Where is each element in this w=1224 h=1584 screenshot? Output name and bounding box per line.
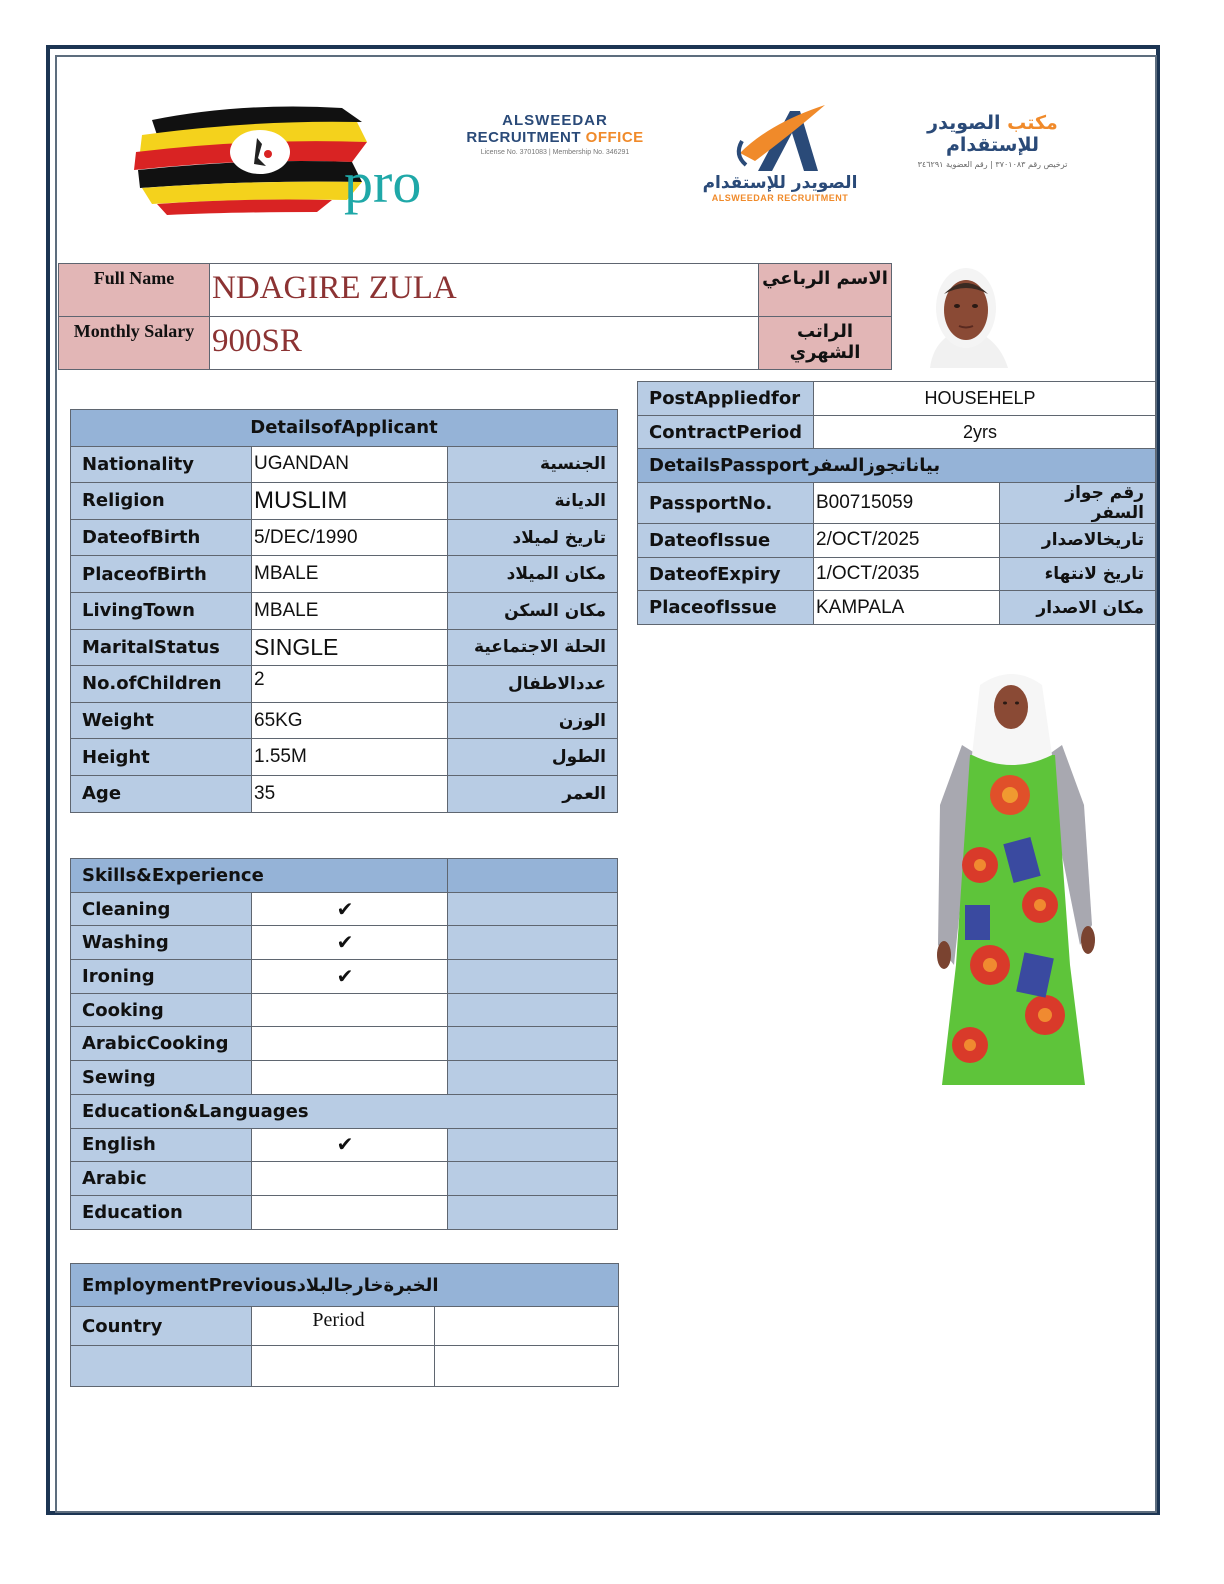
height-label: Height [71,739,252,776]
salary-value: 900SR [210,317,759,370]
employment-title: EmploymentPreviousالخبرةخارجالبلاد [71,1264,619,1307]
table-row [71,666,618,703]
a-logo-arabic: الصويدر للإستقدام [702,173,858,193]
employment-country-cell [71,1346,252,1387]
table-row [71,629,618,666]
skill-empty-cell [448,1195,618,1229]
a-logo-english: ALSWEEDAR RECRUITMENT [711,193,849,203]
table-row [71,926,618,960]
full-name-label: Full Name [59,264,210,317]
weight-label: Weight [71,702,252,739]
dob-label-ar: تاريخ لميلاد [448,519,618,556]
table-row [71,1195,618,1229]
lang-english-label: English [71,1128,252,1162]
place-of-issue-label-ar: مكان الاصدار [1000,591,1156,625]
skills-table [70,858,618,1230]
skill-empty-cell [448,1128,618,1162]
skill-empty-cell [448,926,618,960]
lang-arabic-value [252,1162,448,1196]
check-icon: ✔ [252,926,448,960]
uganda-flag-pro-logo [132,100,432,225]
passport-no-label-ar: رقم جواز السفر [1000,483,1156,524]
full-name-row [59,264,892,317]
place-of-birth-label-ar: مكان الميلاد [448,556,618,593]
office-logo-license: License No. 3701083 | Membership No. 346291 [480,149,630,156]
place-of-birth-value: MBALE [252,556,448,593]
table-row [71,892,618,926]
lang-arabic-label: Arabic [71,1162,252,1196]
living-town-label: LivingTown [71,592,252,629]
table-row [71,775,618,812]
table-row [71,739,618,776]
age-label-ar: العمر [448,775,618,812]
living-town-value: MBALE [252,592,448,629]
country-label: Country [71,1307,252,1346]
dob-label: DateofBirth [71,519,252,556]
children-label-ar: عددالاطفال [448,666,618,703]
office-logo-office: OFFICE [585,129,644,146]
arabic-logo-title-a: مكتب [1007,112,1058,134]
education-title: Education&Languages [71,1094,618,1128]
education-label: Education [71,1195,252,1229]
date-of-issue-label-ar: تاريخالاصدار [1000,524,1156,558]
passport-no-value: B00715059 [814,483,1000,524]
employment-empty-cell [435,1307,619,1346]
pro-text: pro [344,150,422,215]
religion-label-ar: الديانة [448,483,618,520]
contract-period-label: ContractPeriod [638,415,814,449]
arabic-office-logo [880,112,1105,169]
skill-cleaning-label: Cleaning [71,892,252,926]
office-logo-recruitment: RECRUITMENT [466,129,581,146]
place-of-issue-value: KAMPALA [814,591,1000,625]
table-row [71,483,618,520]
applicant-headshot-photo [912,266,1024,368]
skill-sewing-label: Sewing [71,1061,252,1095]
age-label: Age [71,775,252,812]
passport-details-title: DetailsPassportبياناتجوزالسفر [638,449,1156,483]
table-row [71,1128,618,1162]
education-value [252,1195,448,1229]
skill-washing-label: Washing [71,926,252,960]
employment-header-row [71,1264,619,1307]
employment-columns-row [71,1307,619,1346]
skill-empty-cell [448,892,618,926]
arabic-logo-title-b: الصويدر للإستقدام [927,112,1040,156]
skill-empty-cell [448,1061,618,1095]
contract-row [638,415,1156,449]
skill-empty-cell [448,960,618,994]
post-row [638,382,1156,416]
check-icon: ✔ [252,892,448,926]
weight-label-ar: الوزن [448,702,618,739]
date-of-expiry-value: 1/OCT/2035 [814,557,1000,591]
age-value: 35 [252,775,448,812]
applicant-details-title: DetailsofApplicant [71,410,618,447]
marital-status-value: SINGLE [252,629,448,666]
table-row [71,1027,618,1061]
a-letter-icon [700,103,860,175]
table-row [638,483,1156,524]
children-value: 2 [252,666,448,703]
date-of-expiry-label: DateofExpiry [638,557,814,591]
skill-empty-cell [448,993,618,1027]
table-row [638,557,1156,591]
table-row [638,524,1156,558]
nationality-label: Nationality [71,446,252,483]
office-logo-line1: ALSWEEDAR [502,112,608,129]
table-row [71,1162,618,1196]
passport-no-label: PassportNo. [638,483,814,524]
period-label: Period [252,1307,435,1346]
salary-row [59,317,892,370]
full-name-value: NDAGIRE ZULA [210,264,759,317]
dob-value: 5/DEC/1990 [252,519,448,556]
table-row [71,1346,619,1387]
full-name-label-ar: الاسم الرباعي [759,264,892,317]
table-row [71,592,618,629]
religion-value: MUSLIM [252,483,448,520]
nationality-value: UGANDAN [252,446,448,483]
marital-status-label: MaritalStatus [71,629,252,666]
employment-period-cell [252,1346,435,1387]
skill-cooking-value [252,993,448,1027]
table-row [71,519,618,556]
post-applied-value: HOUSEHELP [814,382,1156,416]
skill-arabic-cooking-value [252,1027,448,1061]
children-label: No.ofChildren [71,666,252,703]
alsweedar-a-logo [700,103,860,213]
height-value: 1.55M [252,739,448,776]
employment-empty-cell [435,1346,619,1387]
alsweedar-office-logo [455,112,655,156]
check-icon: ✔ [252,1128,448,1162]
table-row [638,591,1156,625]
place-of-issue-label: PlaceofIssue [638,591,814,625]
education-header-row [71,1094,618,1128]
table-row [71,1061,618,1095]
table-row [71,960,618,994]
table-row [71,702,618,739]
contract-period-value: 2yrs [814,415,1156,449]
table-row [71,446,618,483]
skill-ironing-label: Ironing [71,960,252,994]
date-of-issue-value: 2/OCT/2025 [814,524,1000,558]
applicant-details-table [70,409,618,813]
skill-cooking-label: Cooking [71,993,252,1027]
skills-header-row [71,859,618,893]
employment-table [70,1263,619,1387]
place-of-birth-label: PlaceofBirth [71,556,252,593]
weight-value: 65KG [252,702,448,739]
check-icon: ✔ [252,960,448,994]
applicant-full-body-photo [870,665,1155,1115]
arabic-logo-title [880,112,1105,156]
salary-label-ar: الراتب الشهري [759,317,892,370]
date-of-expiry-label-ar: تاريخ لانتهاء [1000,557,1156,591]
skill-empty-cell [448,1162,618,1196]
skills-header-empty [448,859,618,893]
skill-sewing-value [252,1061,448,1095]
skill-arabic-cooking-label: ArabicCooking [71,1027,252,1061]
post-passport-table [637,381,1156,625]
post-applied-label: PostAppliedfor [638,382,814,416]
office-logo-line2 [455,129,655,146]
nationality-label-ar: الجنسية [448,446,618,483]
date-of-issue-label: DateofIssue [638,524,814,558]
table-row [71,993,618,1027]
living-town-label-ar: مكان السكن [448,592,618,629]
identity-table [58,263,892,370]
skills-title: Skills&Experience [71,859,448,893]
height-label-ar: الطول [448,739,618,776]
religion-label: Religion [71,483,252,520]
applicant-header-row [71,410,618,447]
table-row [71,556,618,593]
marital-status-label-ar: الحلة الاجتماعية [448,629,618,666]
passport-header-row [638,449,1156,483]
arabic-logo-subtitle: ترخيص رقم ٣٧٠١٠٨٣ | رقم العضوية ٣٤٦٢٩١ [917,160,1068,169]
skill-empty-cell [448,1027,618,1061]
salary-label: Monthly Salary [59,317,210,370]
